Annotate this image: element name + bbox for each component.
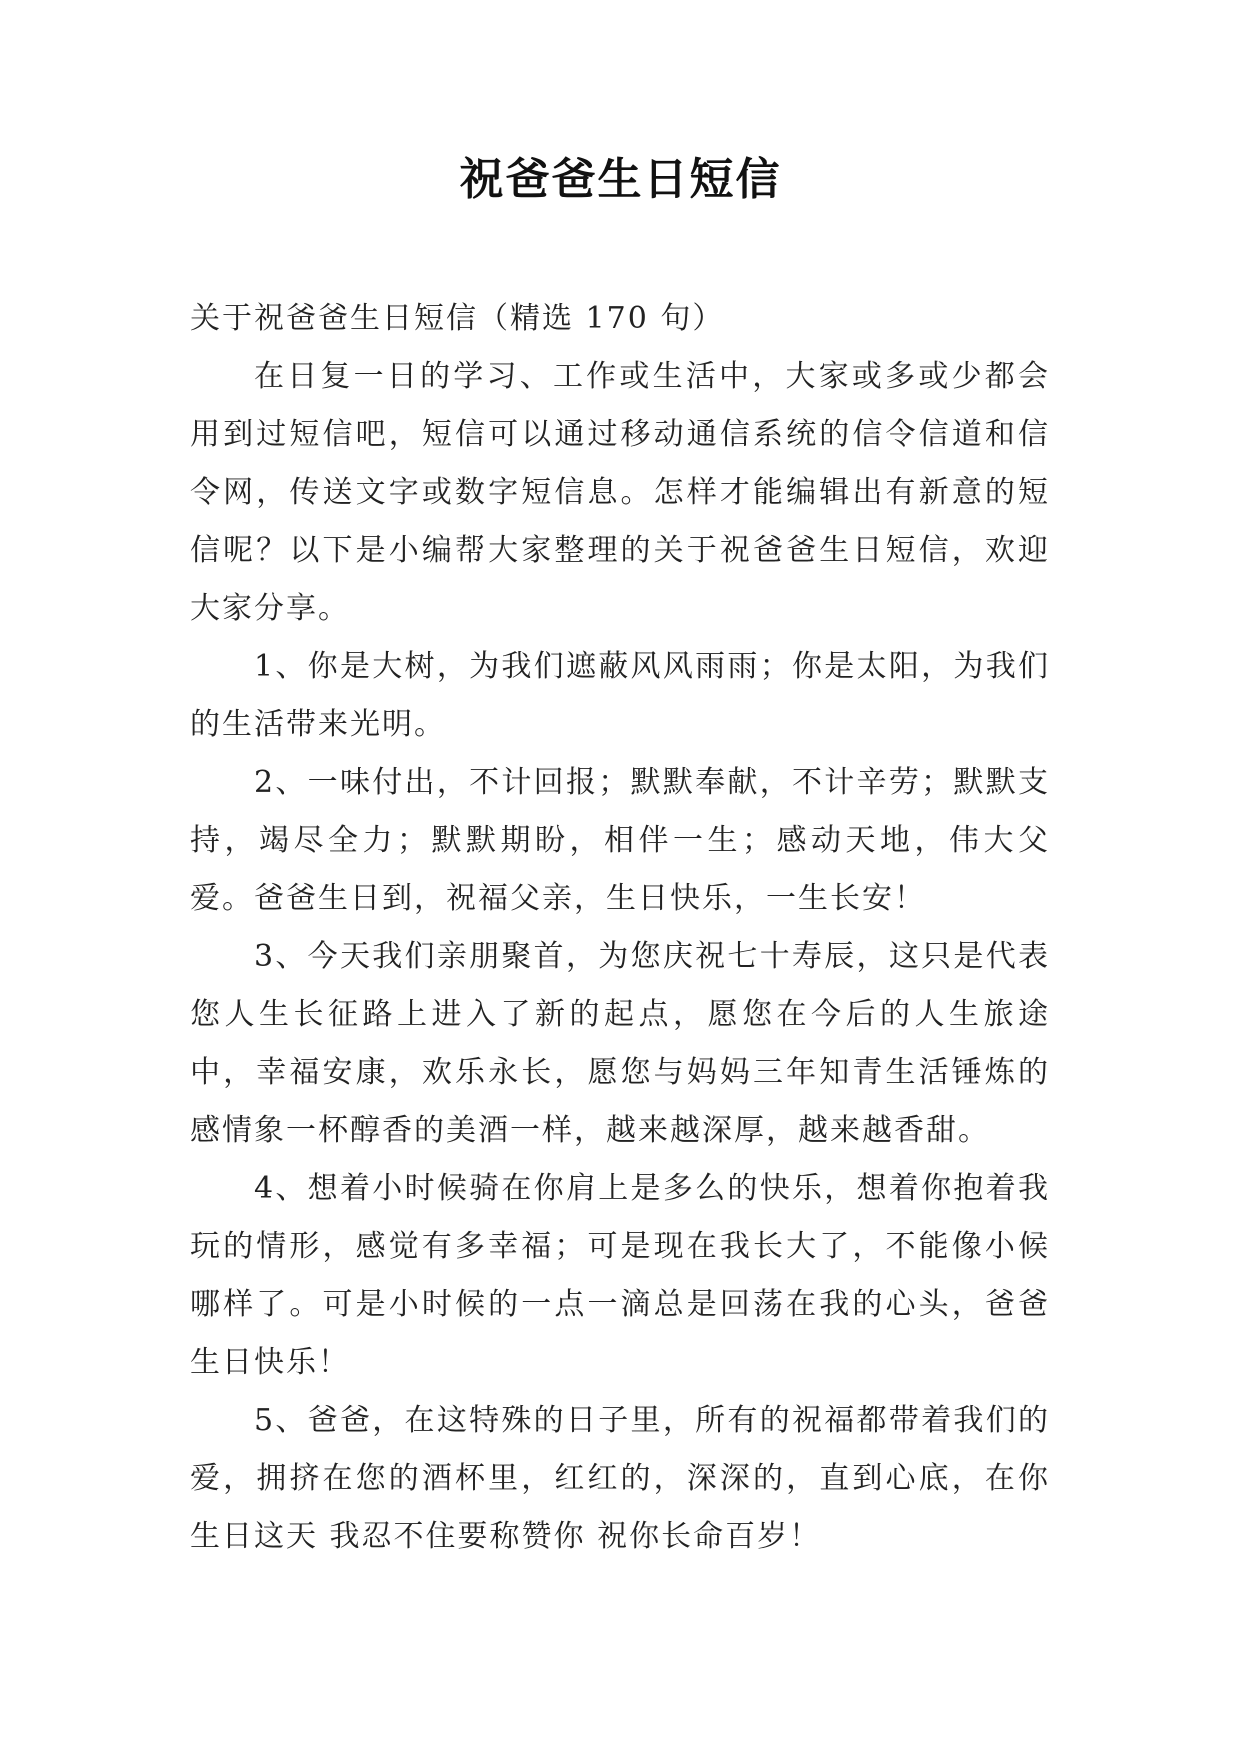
list-item: 1、你是大树，为我们遮蔽风风雨雨；你是太阳，为我们的生活带来光明。 xyxy=(190,649,1050,742)
list-item: 2、一味付出，不计回报；默默奉献，不计辛劳；默默支持，竭尽全力；默默期盼，相伴一生；感动天地，伟大父爱。爸爸生日到，祝福父亲，生日快乐，一生长安！ xyxy=(190,765,1050,916)
intro-paragraph: 在日复一日的学习、工作或生活中，大家或多或少都会用到过短信吧，短信可以通过移动通信系统的信令信道和信令网，传送文字或数字短信息。怎样才能编辑出有新意的短信呢？以下是小编帮大家整理的关于祝爸爸生日短信，欢迎大家分享。 xyxy=(190,359,1050,626)
page-title: 祝爸爸生日短信 xyxy=(459,154,782,205)
list-item: 4、想着小时候骑在你肩上是多么的快乐，想着你抱着我玩的情形，感觉有多幸福；可是现在我长大了，不能像小候哪样了。可是小时候的一点一滴总是回荡在我的心头，爸爸生日快乐！ xyxy=(190,1171,1050,1380)
document-subtitle: 关于祝爸爸生日短信（精选 170 句） xyxy=(190,301,725,336)
list-item: 5、爸爸，在这特殊的日子里，所有的祝福都带着我们的爱，拥挤在您的酒杯里，红红的，深深的，直到心底，在你生日这天 我忍不住要称赞你 祝你长命百岁！ xyxy=(190,1403,1050,1554)
document-body xyxy=(190,290,1050,1566)
list-item: 3、今天我们亲朋聚首，为您庆祝七十寿辰，这只是代表您人生长征路上进入了新的起点，愿您在今后的人生旅途中，幸福安康，欢乐永长，愿您与妈妈三年知青生活锤炼的感情象一杯醇香的美酒一样，越来越深厚，越来越香甜。 xyxy=(190,939,1050,1148)
